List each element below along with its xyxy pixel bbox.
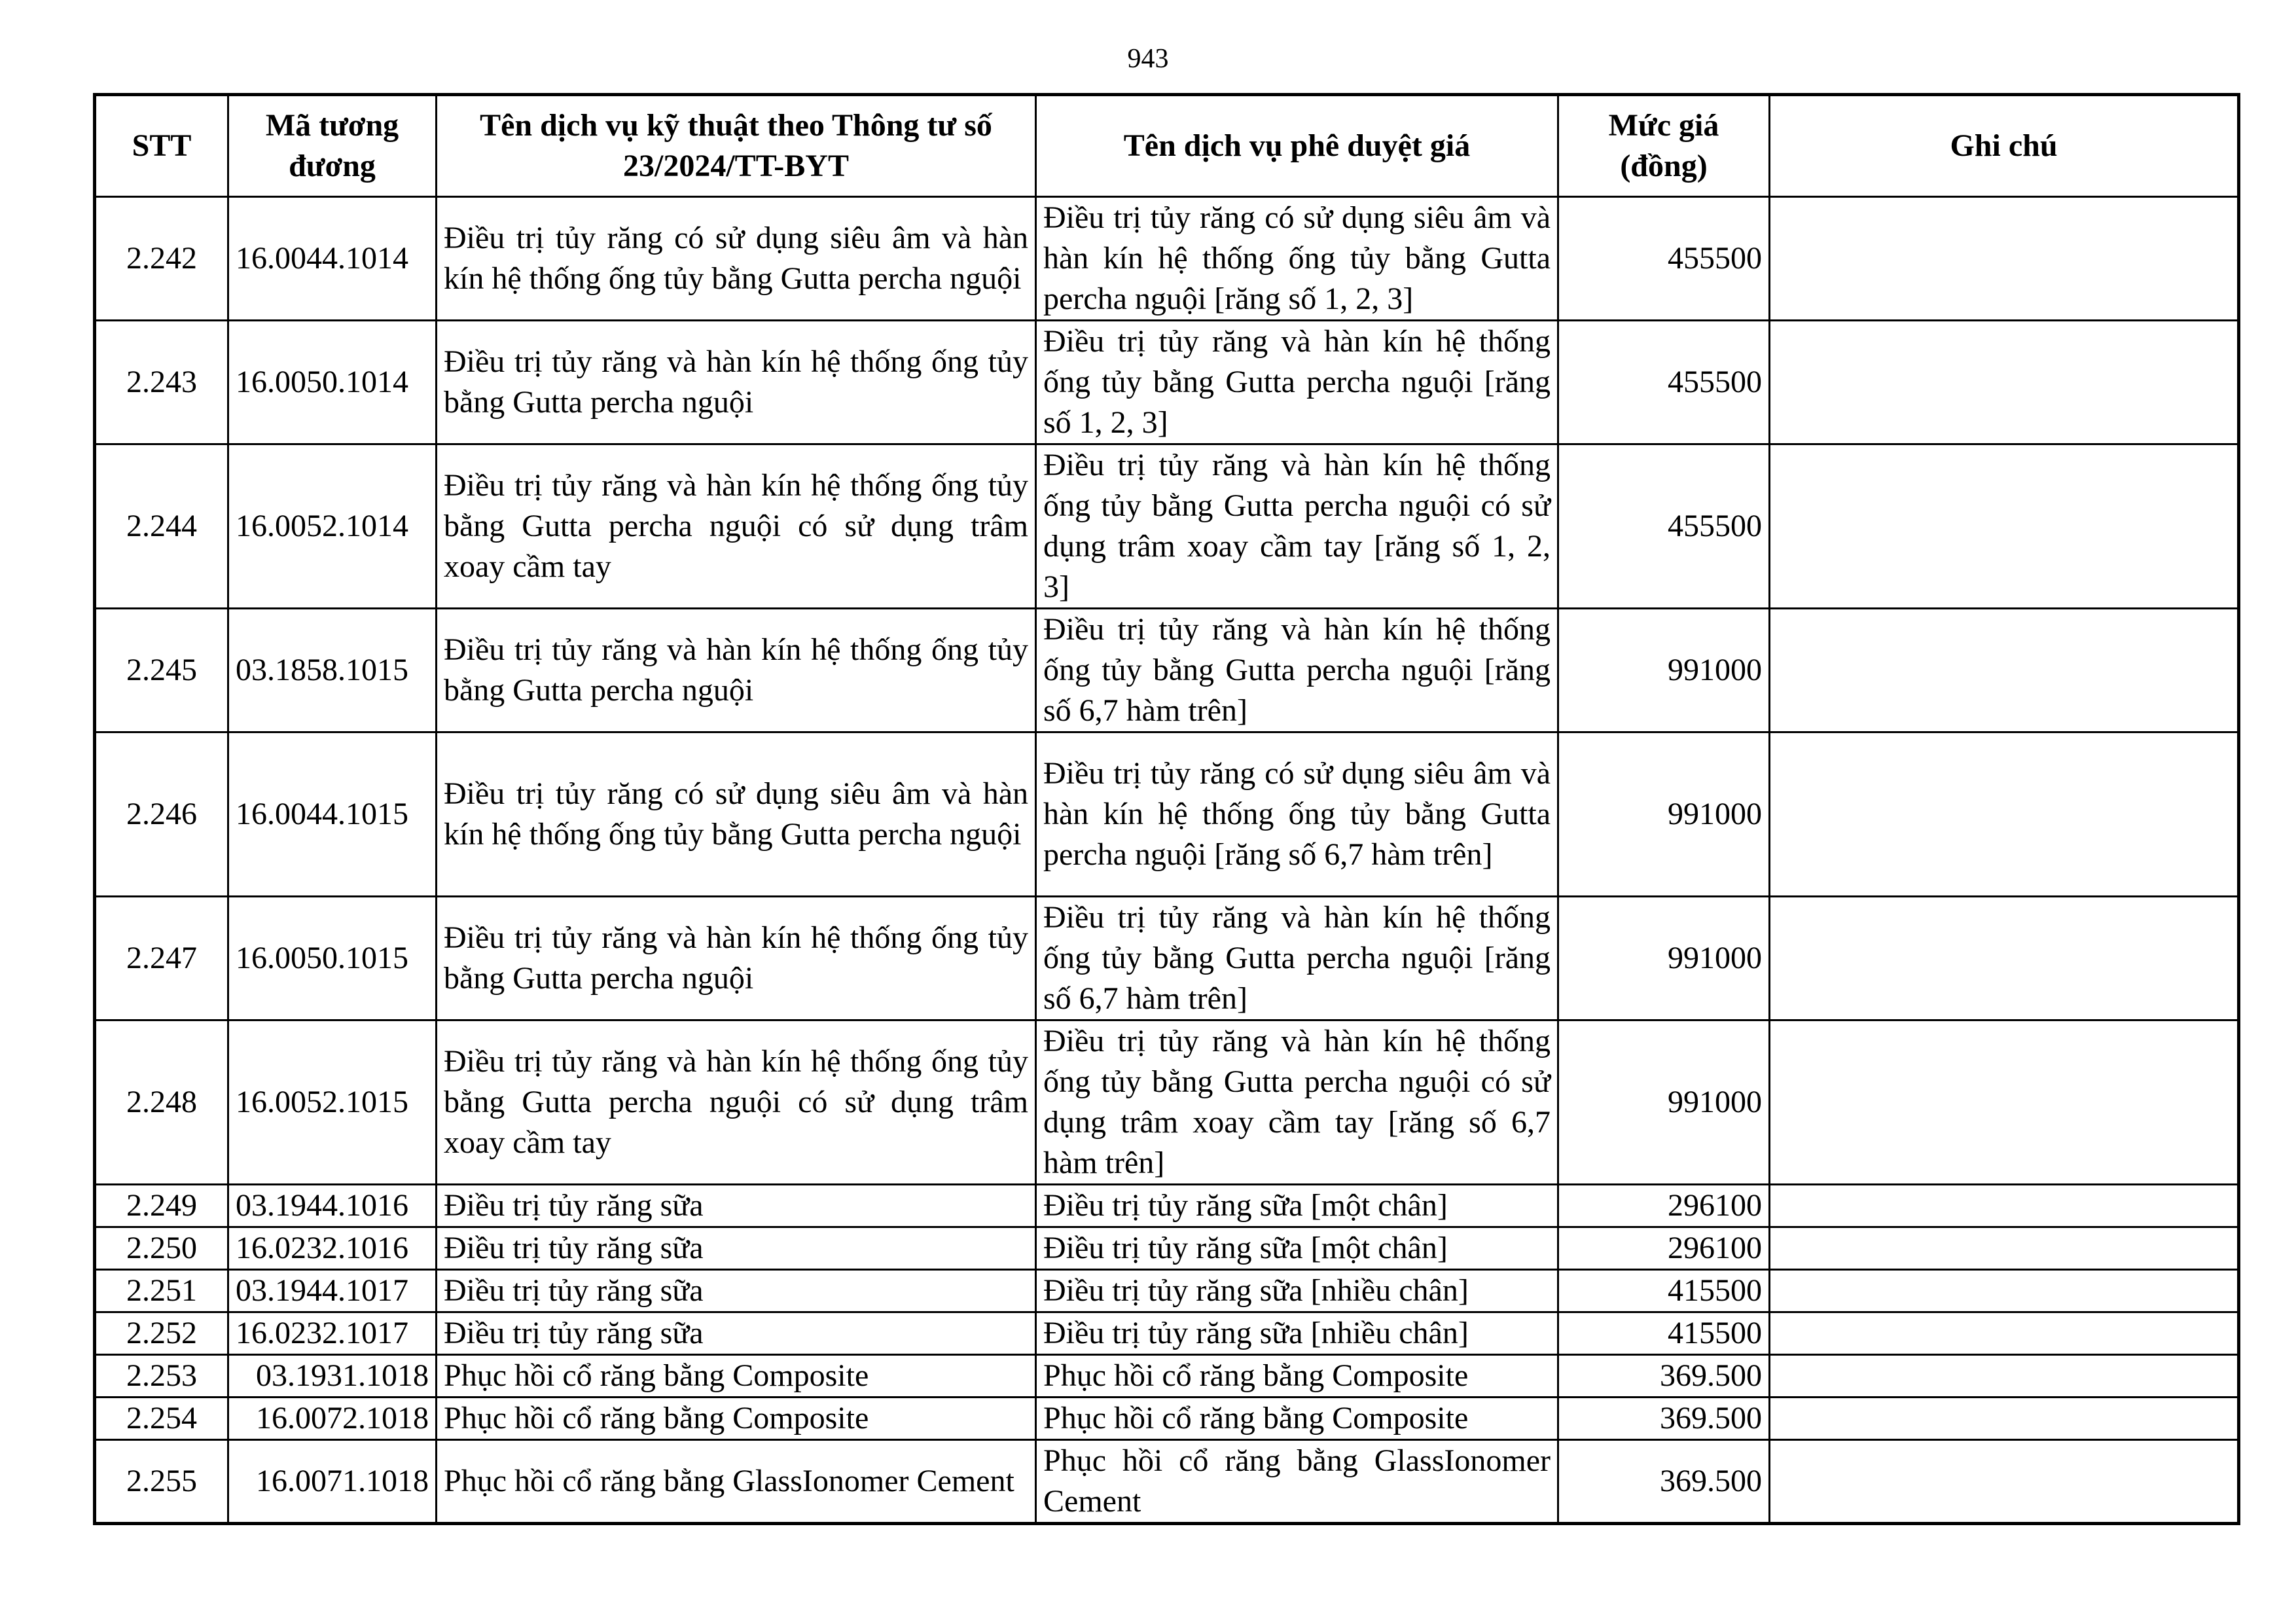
cell-note (1770, 1355, 2239, 1398)
cell-note (1770, 1185, 2239, 1227)
table-row (95, 897, 2239, 1020)
cell-stt: 2.247 (95, 897, 228, 1020)
header-approved-name: Tên dịch vụ phê duyệt giá (1036, 95, 1558, 197)
cell-stt: 2.250 (95, 1227, 228, 1270)
cell-price: 415500 (1558, 1270, 1770, 1312)
cell-approved-name: Điều trị tủy răng và hàn kín hệ thống ống tủy bằng Gutta percha nguội [răng số 1, 2, 3] (1036, 321, 1558, 444)
cell-approved-name: Điều trị tủy răng sữa [nhiều chân] (1036, 1312, 1558, 1355)
cell-service-name: Điều trị tủy răng sữa (437, 1185, 1036, 1227)
cell-stt: 2.243 (95, 321, 228, 444)
cell-approved-name: Điều trị tủy răng sữa [nhiều chân] (1036, 1270, 1558, 1312)
cell-price: 369.500 (1558, 1440, 1770, 1524)
cell-note (1770, 732, 2239, 897)
cell-note (1770, 1398, 2239, 1440)
table-row (95, 444, 2239, 609)
header-note: Ghi chú (1770, 95, 2239, 197)
cell-price: 991000 (1558, 1020, 1770, 1185)
cell-approved-name: Điều trị tủy răng sữa [một chân] (1036, 1185, 1558, 1227)
cell-approved-name: Phục hồi cổ răng bằng Composite (1036, 1398, 1558, 1440)
cell-code: 03.1858.1015 (228, 609, 437, 732)
cell-code: 16.0052.1015 (228, 1020, 437, 1185)
cell-service-name: Điều trị tủy răng và hàn kín hệ thống ống tủy bằng Gutta percha nguội (437, 609, 1036, 732)
cell-price: 455500 (1558, 444, 1770, 609)
cell-code: 16.0052.1014 (228, 444, 437, 609)
cell-service-name: Phục hồi cổ răng bằng GlassIonomer Cement (437, 1440, 1036, 1524)
cell-approved-name: Điều trị tủy răng và hàn kín hệ thống ống tủy bằng Gutta percha nguội [răng số 6,7 hàm trên] (1036, 609, 1558, 732)
cell-service-name: Điều trị tủy răng và hàn kín hệ thống ống tủy bằng Gutta percha nguội (437, 321, 1036, 444)
cell-price: 991000 (1558, 609, 1770, 732)
cell-service-name: Điều trị tủy răng có sử dụng siêu âm và hàn kín hệ thống ống tủy bằng Gutta percha nguội (437, 197, 1036, 321)
table-row (95, 1312, 2239, 1355)
cell-code: 16.0071.1018 (228, 1440, 437, 1524)
cell-service-name: Phục hồi cổ răng bằng Composite (437, 1355, 1036, 1398)
cell-approved-name: Điều trị tủy răng và hàn kín hệ thống ống tủy bằng Gutta percha nguội có sử dụng trâm xoay cầm tay [răng số 1, 2, 3] (1036, 444, 1558, 609)
cell-code: 16.0044.1015 (228, 732, 437, 897)
cell-approved-name: Phục hồi cổ răng bằng GlassIonomer Cement (1036, 1440, 1558, 1524)
table-row (95, 1185, 2239, 1227)
table-row (95, 1440, 2239, 1524)
cell-approved-name: Điều trị tủy răng và hàn kín hệ thống ống tủy bằng Gutta percha nguội [răng số 6,7 hàm trên] (1036, 897, 1558, 1020)
cell-service-name: Điều trị tủy răng và hàn kín hệ thống ống tủy bằng Gutta percha nguội (437, 897, 1036, 1020)
cell-price: 296100 (1558, 1227, 1770, 1270)
cell-code: 16.0232.1016 (228, 1227, 437, 1270)
cell-service-name: Điều trị tủy răng sữa (437, 1270, 1036, 1312)
cell-note (1770, 1312, 2239, 1355)
table-row (95, 321, 2239, 444)
header-code: Mã tương đương (228, 95, 437, 197)
header-service-name: Tên dịch vụ kỹ thuật theo Thông tư số 23/2024/TT-BYT (437, 95, 1036, 197)
cell-code: 16.0072.1018 (228, 1398, 437, 1440)
table-row (95, 609, 2239, 732)
cell-price: 369.500 (1558, 1398, 1770, 1440)
cell-code: 16.0050.1015 (228, 897, 437, 1020)
cell-stt: 2.248 (95, 1020, 228, 1185)
cell-service-name: Điều trị tủy răng sữa (437, 1312, 1036, 1355)
cell-code: 16.0044.1014 (228, 197, 437, 321)
cell-price: 455500 (1558, 321, 1770, 444)
cell-service-name: Điều trị tủy răng có sử dụng siêu âm và hàn kín hệ thống ống tủy bằng Gutta percha nguội (437, 732, 1036, 897)
table-row (95, 1227, 2239, 1270)
cell-code: 03.1931.1018 (228, 1355, 437, 1398)
cell-stt: 2.244 (95, 444, 228, 609)
cell-price: 991000 (1558, 732, 1770, 897)
table-row (95, 1355, 2239, 1398)
cell-price: 455500 (1558, 197, 1770, 321)
table-row (95, 197, 2239, 321)
cell-code: 16.0050.1014 (228, 321, 437, 444)
cell-stt: 2.245 (95, 609, 228, 732)
cell-approved-name: Điều trị tủy răng có sử dụng siêu âm và hàn kín hệ thống ống tủy bằng Gutta percha nguội [răng số 1, 2, 3] (1036, 197, 1558, 321)
cell-approved-name: Điều trị tủy răng sữa [một chân] (1036, 1227, 1558, 1270)
cell-approved-name: Điều trị tủy răng có sử dụng siêu âm và hàn kín hệ thống ống tủy bằng Gutta percha nguội [răng số 6,7 hàm trên] (1036, 732, 1558, 897)
cell-stt: 2.249 (95, 1185, 228, 1227)
cell-stt: 2.246 (95, 732, 228, 897)
cell-note (1770, 444, 2239, 609)
table-header-row (95, 95, 2239, 197)
header-price: Mức giá (đồng) (1558, 95, 1770, 197)
cell-code: 16.0232.1017 (228, 1312, 437, 1355)
cell-stt: 2.242 (95, 197, 228, 321)
header-stt: STT (95, 95, 228, 197)
cell-price: 991000 (1558, 897, 1770, 1020)
cell-stt: 2.252 (95, 1312, 228, 1355)
cell-note (1770, 1270, 2239, 1312)
cell-note (1770, 897, 2239, 1020)
table-row (95, 1020, 2239, 1185)
table-row (95, 1398, 2239, 1440)
cell-price: 369.500 (1558, 1355, 1770, 1398)
cell-approved-name: Phục hồi cổ răng bằng Composite (1036, 1355, 1558, 1398)
cell-note (1770, 1440, 2239, 1524)
page-number: 943 (1127, 44, 1169, 74)
cell-note (1770, 321, 2239, 444)
cell-note (1770, 1020, 2239, 1185)
cell-service-name: Phục hồi cổ răng bằng Composite (437, 1398, 1036, 1440)
cell-note (1770, 1227, 2239, 1270)
cell-note (1770, 197, 2239, 321)
cell-stt: 2.253 (95, 1355, 228, 1398)
table-row (95, 732, 2239, 897)
cell-approved-name: Điều trị tủy răng và hàn kín hệ thống ống tủy bằng Gutta percha nguội có sử dụng trâm xoay cầm tay [răng số 6,7 hàm trên] (1036, 1020, 1558, 1185)
table-row (95, 1270, 2239, 1312)
cell-price: 415500 (1558, 1312, 1770, 1355)
cell-code: 03.1944.1016 (228, 1185, 437, 1227)
cell-stt: 2.254 (95, 1398, 228, 1440)
cell-service-name: Điều trị tủy răng và hàn kín hệ thống ống tủy bằng Gutta percha nguội có sử dụng trâm xoay cầm tay (437, 1020, 1036, 1185)
cell-price: 296100 (1558, 1185, 1770, 1227)
price-table (93, 93, 2240, 1525)
cell-stt: 2.255 (95, 1440, 228, 1524)
cell-stt: 2.251 (95, 1270, 228, 1312)
cell-service-name: Điều trị tủy răng sữa (437, 1227, 1036, 1270)
cell-code: 03.1944.1017 (228, 1270, 437, 1312)
cell-service-name: Điều trị tủy răng và hàn kín hệ thống ống tủy bằng Gutta percha nguội có sử dụng trâm xoay cầm tay (437, 444, 1036, 609)
cell-note (1770, 609, 2239, 732)
